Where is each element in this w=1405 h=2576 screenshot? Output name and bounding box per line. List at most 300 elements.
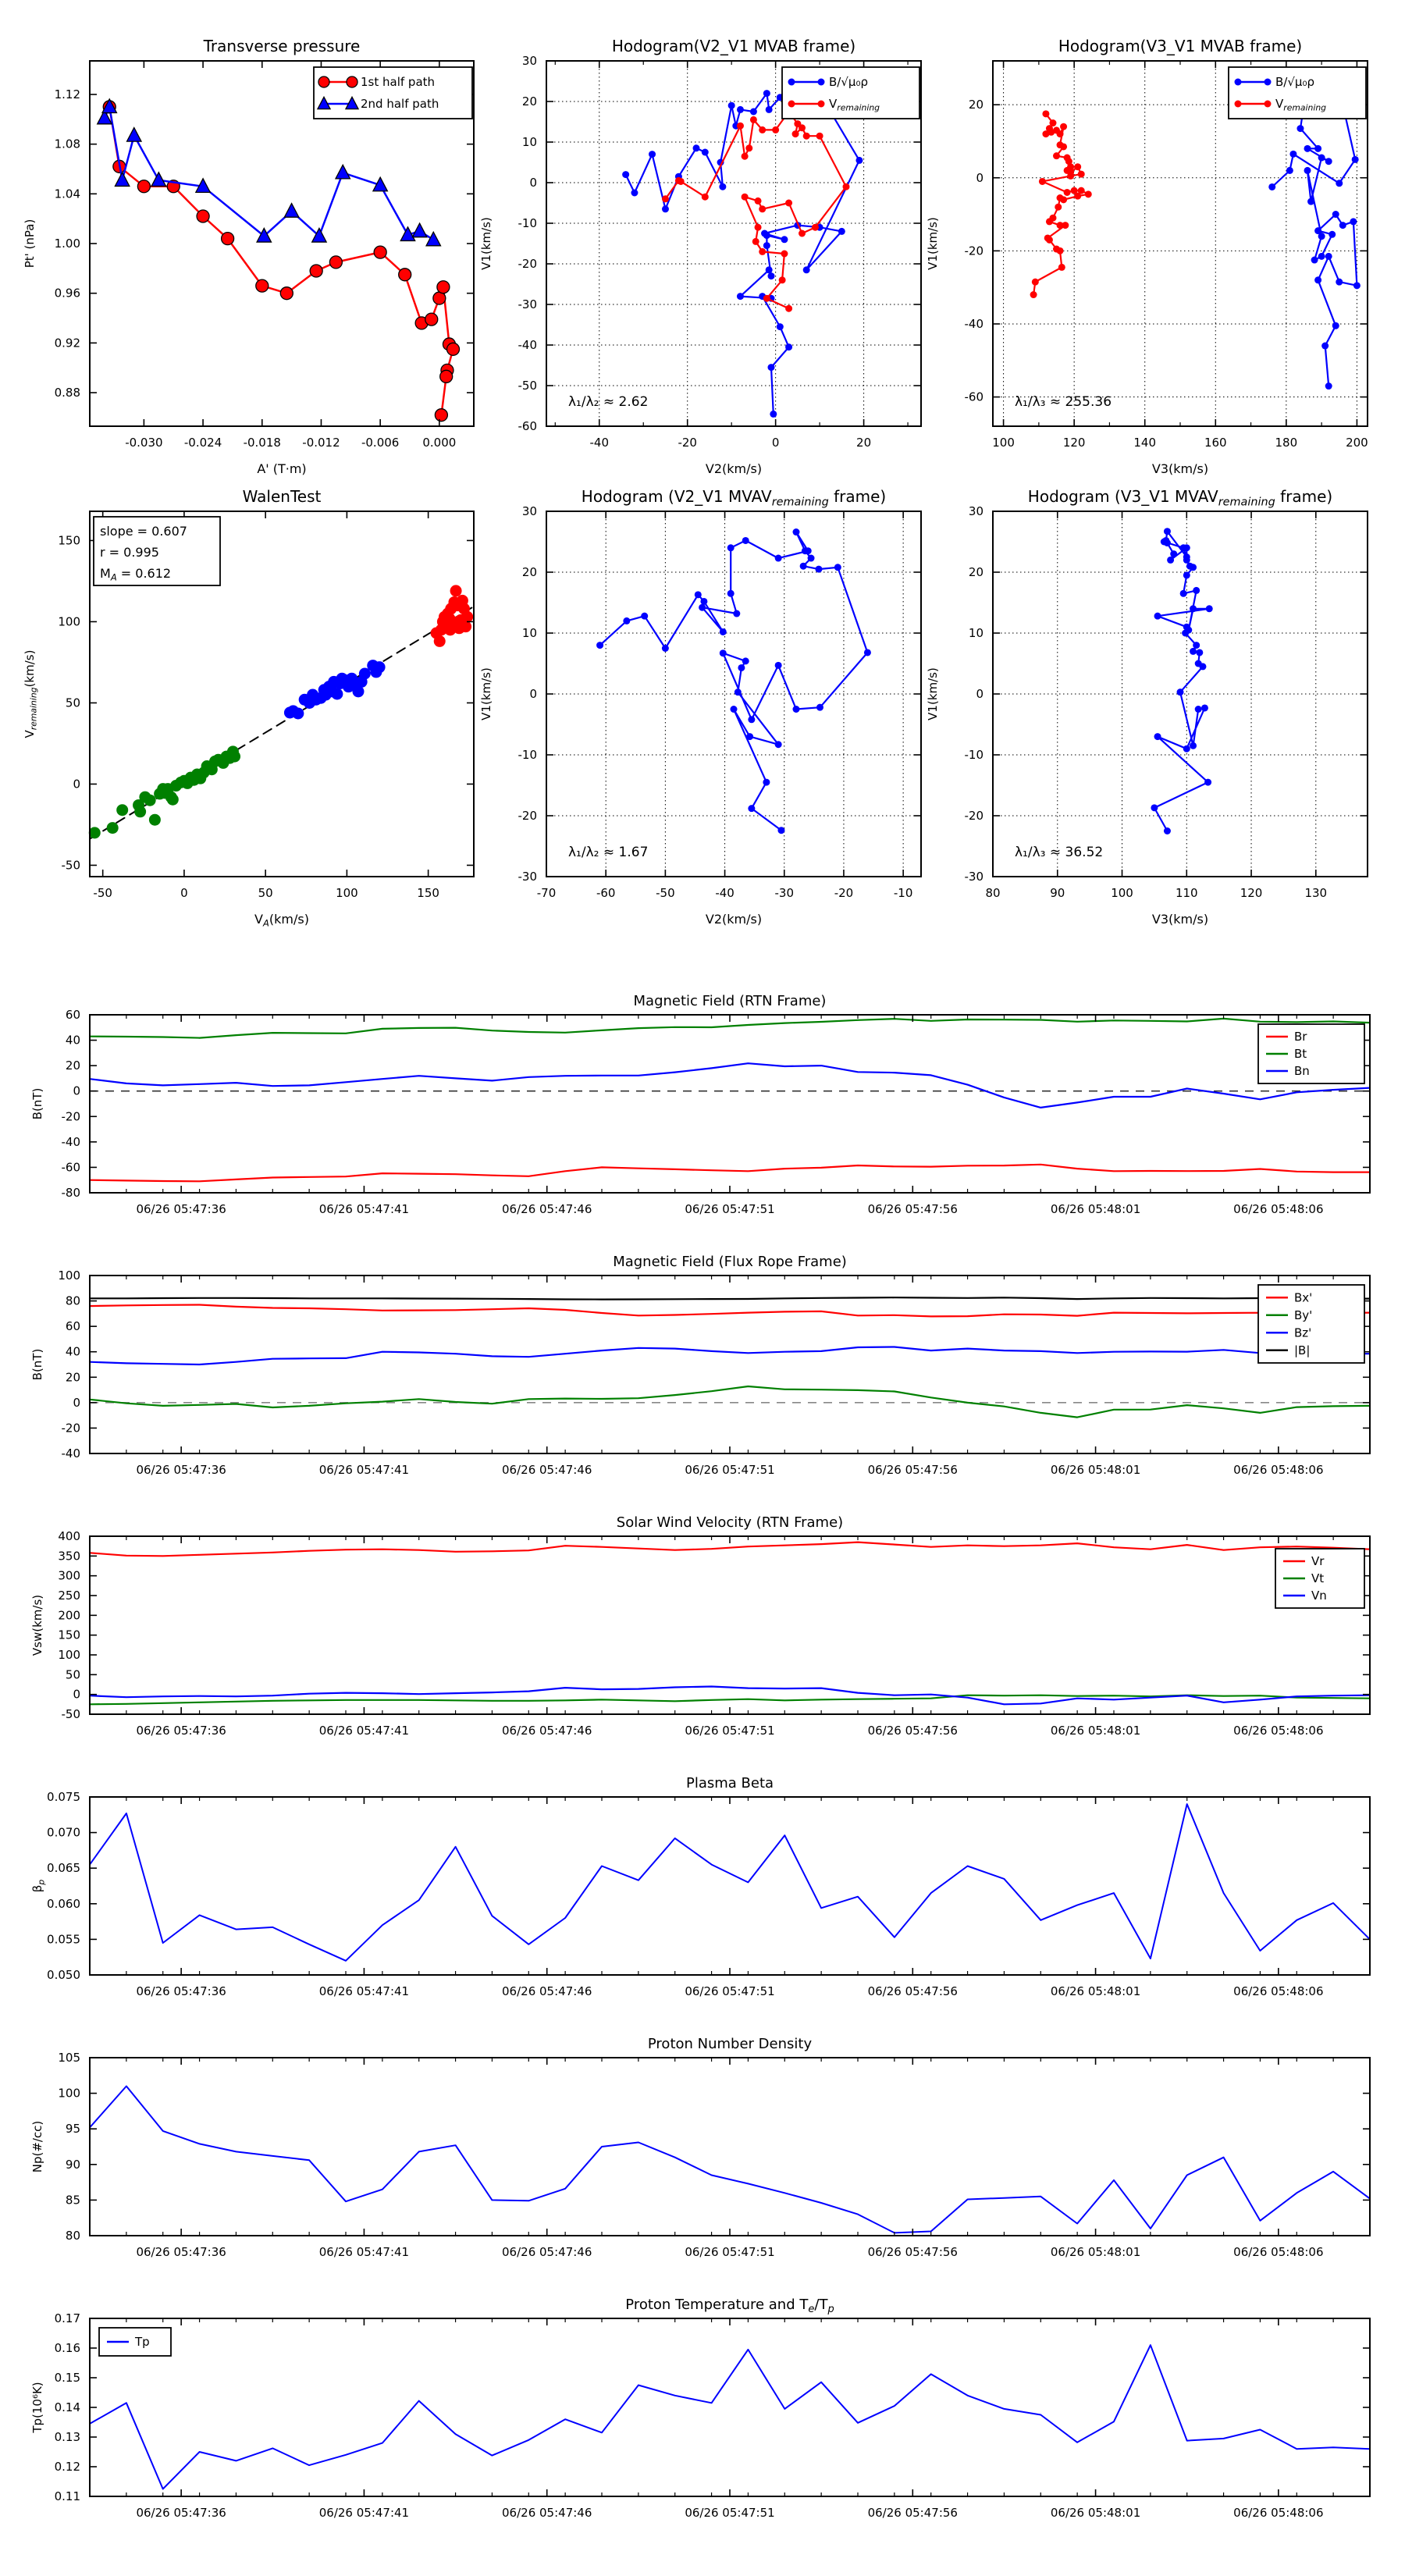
y-tick-label: 0.13	[54, 2430, 80, 2444]
x-tick-label: 06/26 05:47:46	[502, 1202, 592, 1216]
marker-dot	[788, 101, 795, 108]
marker-dot	[1185, 627, 1192, 634]
marker-dot	[702, 149, 709, 156]
legend-label: Vr	[1311, 1554, 1325, 1568]
x-tick-label: 06/26 05:47:46	[502, 1984, 592, 1998]
y-tick-label: 50	[65, 1667, 80, 1682]
y-tick-label: 80	[65, 1293, 80, 1308]
x-tick-label: 20	[856, 436, 872, 450]
x-tick-label: 06/26 05:48:01	[1050, 1984, 1141, 1998]
marker-dot	[1336, 279, 1343, 286]
marker-dot	[838, 228, 845, 235]
legend-label: 2nd half path	[361, 97, 439, 111]
legend	[99, 2328, 171, 2356]
y-tick-label: 50	[65, 696, 80, 710]
marker-dot	[1044, 234, 1051, 241]
y-tick-label: 40	[65, 1344, 80, 1359]
marker-dot	[855, 157, 863, 164]
y-tick-label: 10	[968, 626, 984, 640]
x-tick-label: 100	[1111, 886, 1133, 900]
y-tick-label: 0.17	[54, 2311, 80, 2325]
y-tick-label: -80	[61, 1186, 80, 1200]
x-tick-label: 06/26 05:47:56	[867, 1463, 958, 1477]
marker-dot	[1314, 276, 1321, 283]
marker-dot	[799, 230, 806, 237]
axes-box	[90, 1797, 1370, 1975]
marker-dot	[808, 555, 815, 562]
series-markers-first-half-path	[103, 101, 459, 422]
x-tick-label: 100	[992, 436, 1015, 450]
y-tick-label: -20	[964, 809, 984, 823]
legend	[782, 67, 919, 119]
marker-dot	[788, 79, 795, 86]
y-tick-label: 30	[521, 504, 537, 518]
marker-dot	[766, 266, 773, 273]
y-tick-label: 30	[968, 504, 984, 518]
chart-magnetic-field-rtn	[30, 993, 1370, 1216]
x-tick-label: -20	[834, 886, 854, 900]
marker-dot	[727, 590, 735, 597]
marker-dot	[803, 266, 810, 273]
marker-dot	[1071, 187, 1078, 194]
marker-dot	[1339, 222, 1346, 229]
marker-dot	[1329, 231, 1336, 238]
x-tick-label: -0.012	[302, 436, 340, 450]
chart-hodogram-v2v1-mvav	[479, 487, 921, 927]
info-box-line: $M_A = 0.612$	[100, 566, 172, 583]
marker-dot	[1039, 178, 1046, 185]
marker-dot	[1332, 322, 1339, 329]
y-axis-label: B(nT)	[30, 1087, 44, 1120]
chart-title: Magnetic Field (Flux Rope Frame)	[613, 1254, 847, 1270]
y-tick-label: 30	[521, 54, 537, 68]
marker-dot	[1325, 158, 1332, 165]
marker-dot	[731, 706, 738, 713]
marker-dot	[631, 190, 638, 197]
y-tick-label: 10	[521, 135, 537, 149]
marker-triangle	[336, 165, 350, 179]
marker-dot	[374, 661, 386, 673]
legend-label: 1st half path	[361, 75, 436, 89]
x-tick-label: 06/26 05:48:06	[1233, 1463, 1324, 1477]
chart-transverse-pressure	[23, 37, 474, 476]
chart-title: Hodogram(V2_V1 MVAB frame)	[611, 37, 856, 55]
legend-label: Bx'	[1294, 1290, 1313, 1305]
x-tick-label: 100	[336, 886, 358, 900]
marker-dot	[89, 827, 101, 838]
marker-dot	[785, 200, 792, 207]
x-tick-label: 06/26 05:48:06	[1233, 1984, 1324, 1998]
x-tick-label: -40	[589, 436, 610, 450]
x-tick-label: 06/26 05:47:51	[685, 1984, 775, 1998]
marker-dot	[134, 806, 146, 817]
x-axis-label: V2(km/s)	[705, 461, 763, 476]
marker-dot	[292, 707, 304, 719]
marker-dot	[447, 343, 460, 355]
x-axis-label: V3(km/s)	[1151, 461, 1209, 476]
y-tick-label: -40	[964, 316, 984, 331]
marker-dot	[793, 706, 800, 713]
y-axis-label: V1(km/s)	[479, 667, 493, 720]
chart-hodogram-v2v1-mvab	[479, 37, 921, 476]
y-tick-label: 0	[976, 687, 984, 701]
y-tick-label: -60	[61, 1160, 80, 1175]
y-tick-label: 85	[65, 2193, 80, 2208]
marker-dot	[374, 246, 386, 258]
marker-dot	[766, 106, 773, 113]
marker-dot	[781, 251, 788, 258]
marker-dot	[1336, 180, 1343, 187]
marker-dot	[1311, 257, 1318, 264]
marker-dot	[1186, 563, 1193, 570]
y-tick-label: 0.060	[47, 1896, 80, 1911]
lambda-ratio-annotation: λ₁/λ₃ ≈ 36.52	[1015, 845, 1104, 860]
marker-dot	[450, 585, 462, 596]
y-tick-label: -50	[61, 858, 80, 873]
marker-dot	[1154, 613, 1161, 620]
x-tick-label: 06/26 05:48:01	[1050, 1202, 1141, 1216]
x-tick-label: 06/26 05:47:51	[685, 2506, 775, 2520]
marker-dot	[137, 180, 150, 193]
y-tick-label: 0.065	[47, 1861, 80, 1876]
series-markers-middle-third-points	[284, 660, 386, 719]
x-tick-label: 06/26 05:47:56	[867, 2506, 958, 2520]
marker-triangle	[284, 204, 298, 218]
x-tick-label: 06/26 05:47:41	[318, 2245, 410, 2259]
marker-dot	[728, 102, 735, 109]
series-Vr	[90, 1542, 1370, 1557]
marker-dot	[662, 645, 669, 652]
marker-dot	[752, 238, 759, 245]
marker-dot	[693, 144, 700, 151]
marker-dot	[742, 537, 749, 544]
y-tick-label: 100	[58, 614, 80, 629]
marker-dot	[1078, 187, 1085, 194]
marker-dot	[695, 591, 702, 598]
y-tick-label: 20	[968, 565, 984, 579]
marker-dot	[1060, 196, 1067, 203]
lambda-ratio-annotation: λ₁/λ₂ ≈ 2.62	[568, 394, 649, 410]
y-tick-label: 20	[521, 94, 537, 109]
marker-dot	[1064, 155, 1071, 162]
marker-dot	[755, 224, 762, 231]
marker-dot	[779, 276, 786, 283]
chart-title: Proton Temperature and $T_e/T_p$	[625, 2297, 834, 2315]
series-|B|	[90, 1297, 1370, 1299]
x-tick-label: 06/26 05:47:41	[318, 1984, 410, 1998]
marker-dot	[116, 804, 128, 816]
legend-label: $V_{remaining}$	[1275, 97, 1327, 113]
marker-dot	[318, 76, 329, 87]
x-tick-label: 06/26 05:47:56	[867, 1984, 958, 1998]
marker-dot	[793, 528, 800, 535]
y-tick-label: 150	[58, 1628, 80, 1642]
y-tick-label: 0	[529, 687, 537, 701]
marker-dot	[662, 205, 669, 212]
x-tick-label: -70	[536, 886, 557, 900]
chart-title: Hodogram (V3_V1 $MVAV_{remaining}$ frame)	[1027, 487, 1333, 509]
marker-dot	[433, 292, 446, 304]
marker-dot	[763, 90, 770, 97]
marker-dot	[1085, 190, 1092, 197]
series-second-half-path	[105, 107, 433, 240]
y-tick-label: 100	[58, 1648, 80, 1662]
marker-dot	[222, 233, 234, 245]
legend-label: Vt	[1311, 1571, 1325, 1585]
x-tick-label: 06/26 05:47:41	[318, 1463, 410, 1477]
y-tick-label: 0.92	[54, 336, 80, 350]
marker-dot	[759, 205, 766, 212]
y-tick-label: -20	[518, 809, 537, 823]
x-tick-label: 06/26 05:47:56	[867, 2245, 958, 2259]
legend-label: Bt	[1294, 1047, 1307, 1061]
legend-label: Bz'	[1294, 1325, 1312, 1340]
marker-dot	[818, 79, 825, 86]
marker-dot	[864, 649, 871, 656]
x-tick-label: 120	[1240, 886, 1263, 900]
legend	[1258, 1024, 1364, 1083]
y-tick-label: 1.08	[54, 137, 80, 151]
marker-dot	[1049, 119, 1056, 126]
chart-plasma-beta	[30, 1775, 1370, 1998]
marker-dot	[775, 555, 782, 562]
chart-hodogram-v3v1-mvab	[926, 37, 1368, 476]
marker-triangle	[412, 223, 426, 237]
marker-dot	[1235, 79, 1242, 86]
y-tick-label: 200	[58, 1608, 80, 1623]
y-tick-label: -40	[518, 338, 537, 352]
x-tick-label: 200	[1346, 436, 1368, 450]
marker-dot	[1055, 204, 1062, 211]
x-tick-label: 130	[1304, 886, 1328, 900]
marker-dot	[719, 183, 726, 190]
marker-dot	[649, 151, 656, 158]
series-Bx'	[90, 1305, 1370, 1317]
chart-title: Plasma Beta	[685, 1775, 774, 1791]
y-tick-label: 100	[58, 1268, 80, 1283]
marker-dot	[1297, 125, 1304, 132]
series-v-hodogram-path	[600, 532, 868, 831]
marker-dot	[777, 323, 784, 330]
y-axis-label: $\beta_p$	[30, 1879, 47, 1893]
marker-dot	[775, 741, 782, 748]
y-tick-label: 0.12	[54, 2460, 80, 2474]
marker-dot	[1151, 804, 1158, 811]
marker-dot	[742, 657, 749, 664]
marker-dot	[781, 236, 788, 243]
y-tick-label: 400	[58, 1529, 80, 1543]
y-tick-label: 0.88	[54, 386, 80, 400]
y-tick-label: 150	[58, 533, 80, 548]
marker-dot	[1325, 382, 1332, 390]
y-tick-label: 1.04	[54, 187, 80, 201]
marker-dot	[792, 130, 799, 137]
x-tick-label: 06/26 05:47:56	[867, 1202, 958, 1216]
x-tick-label: -60	[596, 886, 616, 900]
marker-dot	[167, 794, 179, 806]
marker-dot	[1289, 151, 1297, 158]
marker-dot	[1264, 101, 1272, 108]
marker-dot	[843, 183, 850, 190]
y-tick-label: 0.055	[47, 1932, 80, 1947]
chart-hodogram-v3v1-mvav	[926, 487, 1368, 927]
marker-dot	[1268, 183, 1275, 190]
marker-dot	[700, 598, 707, 605]
marker-dot	[1057, 141, 1064, 148]
y-tick-label: 0	[529, 176, 537, 190]
y-tick-label: 0.16	[54, 2341, 80, 2355]
y-tick-label: -30	[518, 870, 537, 884]
y-tick-label: 100	[58, 2086, 80, 2101]
y-tick-label: -20	[518, 257, 537, 271]
marker-dot	[1325, 253, 1332, 260]
marker-dot	[107, 822, 119, 834]
y-tick-label: -40	[61, 1134, 80, 1149]
marker-dot	[755, 197, 762, 205]
marker-dot	[1164, 827, 1171, 834]
x-tick-label: 06/26 05:47:51	[685, 1463, 775, 1477]
x-tick-label: 160	[1204, 436, 1227, 450]
marker-dot	[197, 210, 209, 222]
y-tick-label: -20	[964, 244, 984, 258]
legend	[1275, 1549, 1364, 1608]
y-axis-label: Tp(10⁶K)	[30, 2382, 44, 2433]
x-tick-label: 06/26 05:48:06	[1233, 2506, 1324, 2520]
y-tick-label: -10	[518, 748, 537, 762]
chart-walen-test	[23, 487, 474, 929]
y-tick-label: 90	[65, 2157, 80, 2172]
series-Vn	[90, 1687, 1370, 1705]
legend-label: B/√μ₀ρ	[829, 75, 868, 89]
marker-dot	[1201, 704, 1208, 711]
marker-dot	[1164, 528, 1171, 535]
x-tick-label: 120	[1062, 436, 1086, 450]
marker-triangle	[115, 173, 129, 187]
marker-dot	[794, 120, 801, 127]
chart-title: Proton Number Density	[647, 2036, 813, 2052]
marker-dot	[399, 269, 411, 281]
y-tick-label: -40	[61, 1446, 80, 1461]
marker-dot	[440, 370, 453, 382]
chart-proton-temperature	[30, 2297, 1370, 2520]
y-tick-label: 20	[968, 98, 984, 112]
x-tick-label: 06/26 05:47:51	[685, 2245, 775, 2259]
marker-dot	[1304, 145, 1311, 152]
marker-dot	[1060, 123, 1067, 130]
marker-dot	[280, 287, 293, 300]
y-tick-label: -60	[964, 390, 984, 404]
marker-dot	[812, 224, 819, 231]
marker-dot	[1053, 246, 1060, 253]
x-tick-label: 80	[985, 886, 1001, 900]
marker-dot	[256, 279, 269, 292]
y-tick-label: 0.11	[54, 2489, 80, 2503]
marker-dot	[1332, 211, 1339, 218]
marker-dot	[1049, 215, 1056, 222]
x-axis-label: $V_A(km/s)$	[254, 912, 309, 929]
marker-dot	[748, 805, 755, 812]
marker-dot	[1183, 745, 1190, 753]
legend-label: Br	[1294, 1030, 1307, 1044]
y-tick-label: 40	[65, 1033, 80, 1048]
x-tick-label: 06/26 05:47:36	[136, 2506, 226, 2520]
x-tick-label: 110	[1175, 886, 1198, 900]
x-tick-label: 50	[258, 886, 273, 900]
x-tick-label: 06/26 05:47:36	[136, 1984, 226, 1998]
x-tick-label: 06/26 05:47:46	[502, 1463, 592, 1477]
marker-dot	[1264, 79, 1272, 86]
marker-triangle	[127, 128, 141, 142]
marker-dot	[750, 116, 757, 123]
marker-dot	[737, 106, 744, 113]
marker-dot	[435, 409, 447, 422]
y-tick-label: 0.050	[47, 1968, 80, 1982]
series-By'	[90, 1386, 1370, 1418]
info-box-line: slope = 0.607	[100, 524, 187, 539]
series-markers-v-hodogram-path	[1151, 528, 1212, 834]
x-tick-label: 06/26 05:47:41	[318, 1724, 410, 1738]
marker-dot	[460, 621, 471, 632]
x-tick-label: 06/26 05:47:46	[502, 2506, 592, 2520]
x-axis-label: A' (T·m)	[257, 461, 307, 476]
series-markers-v-hodogram-path	[596, 528, 871, 834]
marker-dot	[1304, 167, 1311, 174]
marker-dot	[763, 295, 770, 302]
x-tick-label: -0.006	[361, 436, 400, 450]
marker-dot	[1057, 222, 1064, 229]
marker-dot	[737, 293, 744, 300]
series-Br	[90, 1165, 1370, 1182]
marker-dot	[815, 566, 822, 573]
marker-dot	[785, 305, 792, 312]
marker-dot	[1032, 279, 1039, 286]
marker-dot	[1195, 706, 1202, 713]
marker-dot	[1193, 642, 1200, 649]
y-tick-label: 0.96	[54, 286, 80, 301]
marker-dot	[777, 827, 784, 834]
x-tick-label: -0.018	[243, 436, 281, 450]
marker-dot	[733, 610, 740, 617]
marker-dot	[1193, 587, 1200, 594]
marker-triangle	[151, 173, 165, 187]
chart-magnetic-field-flux-rope	[30, 1254, 1370, 1477]
y-tick-label: 105	[58, 2051, 80, 2065]
x-tick-label: -40	[715, 886, 735, 900]
x-tick-label: 140	[1133, 436, 1157, 450]
marker-dot	[1350, 218, 1357, 225]
x-tick-label: 180	[1275, 436, 1298, 450]
marker-dot	[785, 343, 792, 350]
marker-dot	[727, 544, 735, 551]
marker-dot	[775, 662, 782, 669]
marker-dot	[770, 411, 777, 418]
x-tick-label: 06/26 05:48:01	[1050, 1724, 1141, 1738]
marker-dot	[735, 688, 742, 696]
marker-dot	[803, 133, 810, 140]
marker-dot	[675, 177, 682, 184]
x-tick-label: 06/26 05:48:06	[1233, 2245, 1324, 2259]
marker-dot	[742, 153, 749, 160]
axes-box	[90, 1015, 1370, 1193]
series-markers-b-over-sqrt-mu0rho	[1268, 98, 1361, 390]
legend	[1258, 1285, 1364, 1363]
y-tick-label: 0.15	[54, 2371, 80, 2385]
y-tick-label: 95	[65, 2122, 80, 2137]
marker-dot	[434, 635, 446, 647]
y-tick-label: 0	[73, 1395, 80, 1410]
y-tick-label: -50	[518, 379, 537, 393]
x-tick-label: -30	[774, 886, 795, 900]
